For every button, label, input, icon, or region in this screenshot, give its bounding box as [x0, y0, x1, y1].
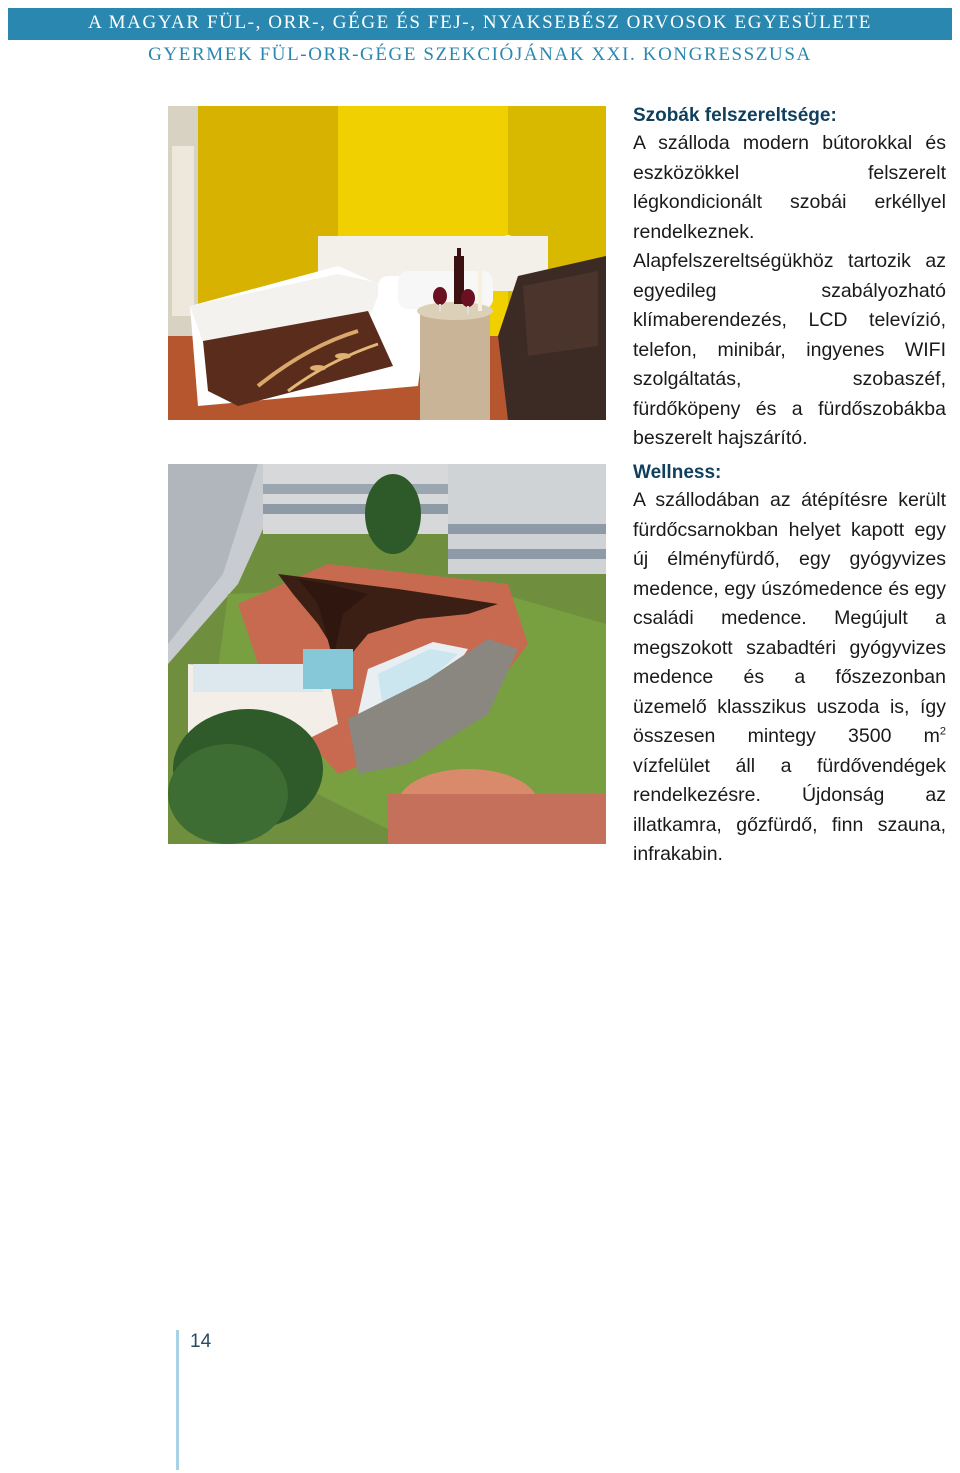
wellness-body — [633, 486, 946, 870]
wellness-section — [633, 460, 946, 870]
wellness-title: Wellness: — [633, 462, 722, 483]
header-title-line2: GYERMEK FÜL-ORR-GÉGE SZEKCIÓJÁNAK XXI. KONGRESSZUSA — [148, 44, 812, 65]
header-banner — [8, 8, 952, 40]
superscript-two: 2 — [939, 725, 946, 738]
rooms-section — [633, 103, 946, 454]
rooms-title: Szobák felszereltsége: — [633, 105, 837, 126]
wellness-body-text: A szállodában az átépítésre került fürdőcsarnokban helyet kapott egy új élményfürdő, egy gyógyvizes medence, egy úszómedence és egy családi medence. Megújult a megszokott szabadtéri gyógyvizes medence és a főszezonban üzemelő klasszikus uszoda is, így összesen mintegy 3500 m — [633, 489, 946, 747]
page-number-bar — [176, 1330, 179, 1470]
page-number: 14 — [190, 1331, 212, 1352]
hotel-room-photo — [168, 106, 606, 420]
header-title-line1: A MAGYAR FÜL-, ORR-, GÉGE ÉS FEJ-, NYAKSEBÉSZ ORVOSOK EGYESÜLETE — [88, 12, 872, 33]
wellness-aerial-photo — [168, 464, 606, 844]
wellness-body-text-end: vízfelület áll a fürdővendégek rendelkezésre. Újdonság az illatkamra, gőzfürdő, finn szauna, infrakabin. — [633, 754, 946, 865]
rooms-body: A szálloda modern bútorokkal és eszközökkel felszerelt légkondicionált szobái erkéllyel rendelkeznek. Alapfelszereltségükhöz tartozik az egyedileg szabályozható klímaberendezés, LCD televízió, telefon, minibár, ingyenes WIFI szolgáltatás, szobaszéf, fürdőköpeny és a fürdőszobákba beszerelt hajszárító. — [633, 132, 946, 449]
